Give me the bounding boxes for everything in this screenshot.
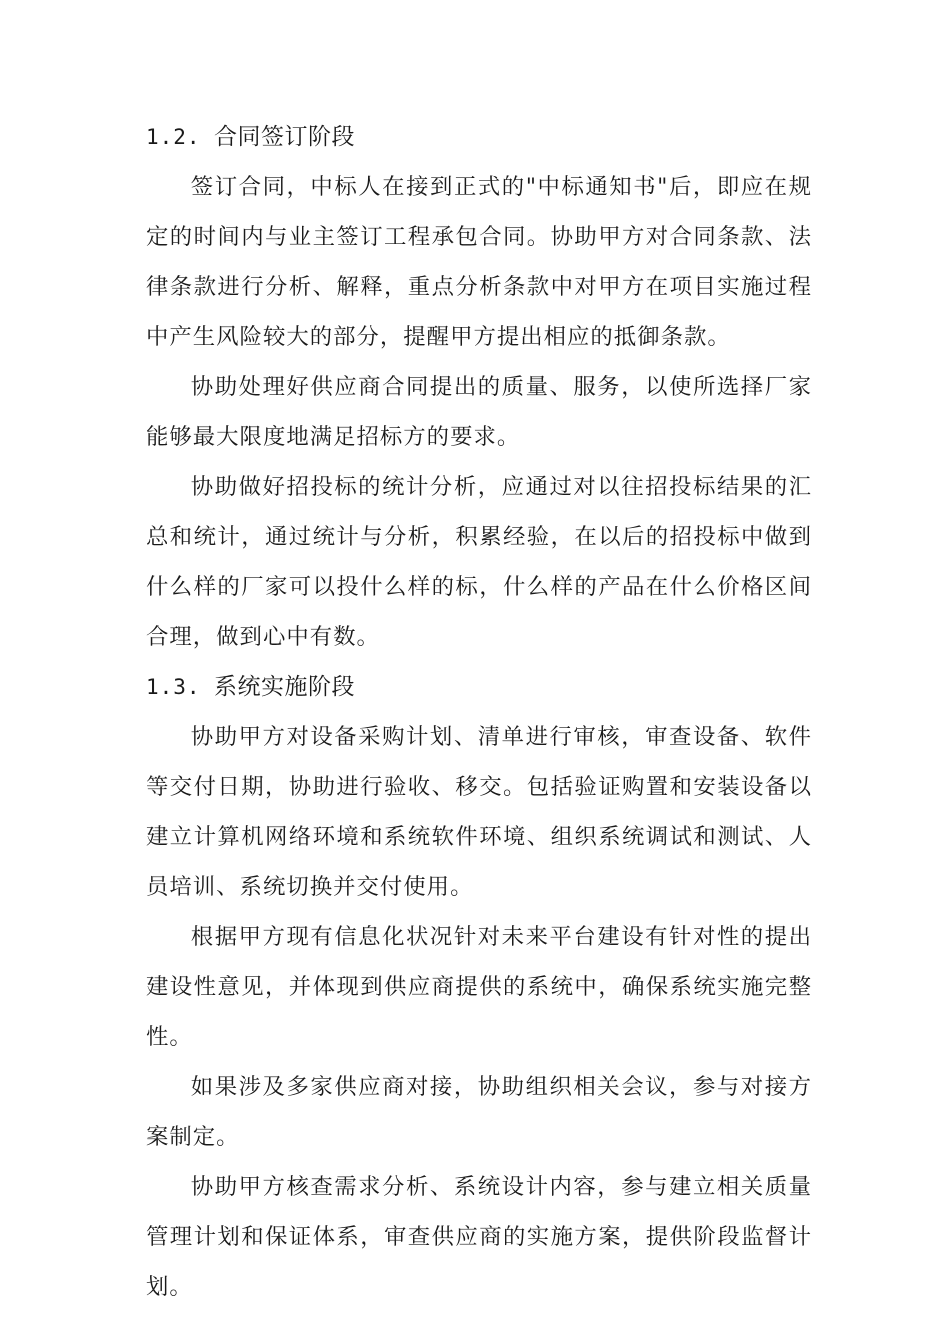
paragraph: 签订合同，中标人在接到正式的"中标通知书"后，即应在规定的时间内与业主签订工程承包合同。协助甲方对合同条款、法律条款进行分析、解释，重点分析条款中对甲方在项目实施过程中产生风险较大的部分，提醒甲方提出相应的抵御条款。 [146,174,812,350]
paragraph: 协助甲方对设备采购计划、清单进行审核，审查设备、软件等交付日期，协助进行验收、移交。包括验证购置和安装设备以建立计算机网络环境和系统软件环境、组织系统调试和测试、人员培训、系统切换并交付使用。 [146,724,812,900]
section-number: 1.3. [146,675,201,699]
section-heading-1-3 [146,662,812,712]
document-body [146,112,812,1312]
section-title: 合同签订阶段 [214,124,355,150]
paragraph: 协助做好招投标的统计分析，应通过对以往招投标结果的汇总和统计，通过统计与分析，积累经验，在以后的招投标中做到什么样的厂家可以投什么样的标，什么样的产品在什么价格区间合理，做到心中有数。 [146,474,812,650]
section-number: 1.2. [146,125,201,149]
paragraph: 协助处理好供应商合同提出的质量、服务，以使所选择厂家能够最大限度地满足招标方的要求。 [146,374,812,450]
paragraph: 协助甲方核查需求分析、系统设计内容，参与建立相关质量管理计划和保证体系，审查供应商的实施方案，提供阶段监督计划。 [146,1174,812,1300]
paragraph: 根据甲方现有信息化状况针对未来平台建设有针对性的提出建设性意见，并体现到供应商提供的系统中，确保系统实施完整性。 [146,924,812,1050]
section-title: 系统实施阶段 [214,674,355,700]
paragraph: 如果涉及多家供应商对接，协助组织相关会议，参与对接方案制定。 [146,1074,812,1150]
section-heading-1-2 [146,112,812,162]
